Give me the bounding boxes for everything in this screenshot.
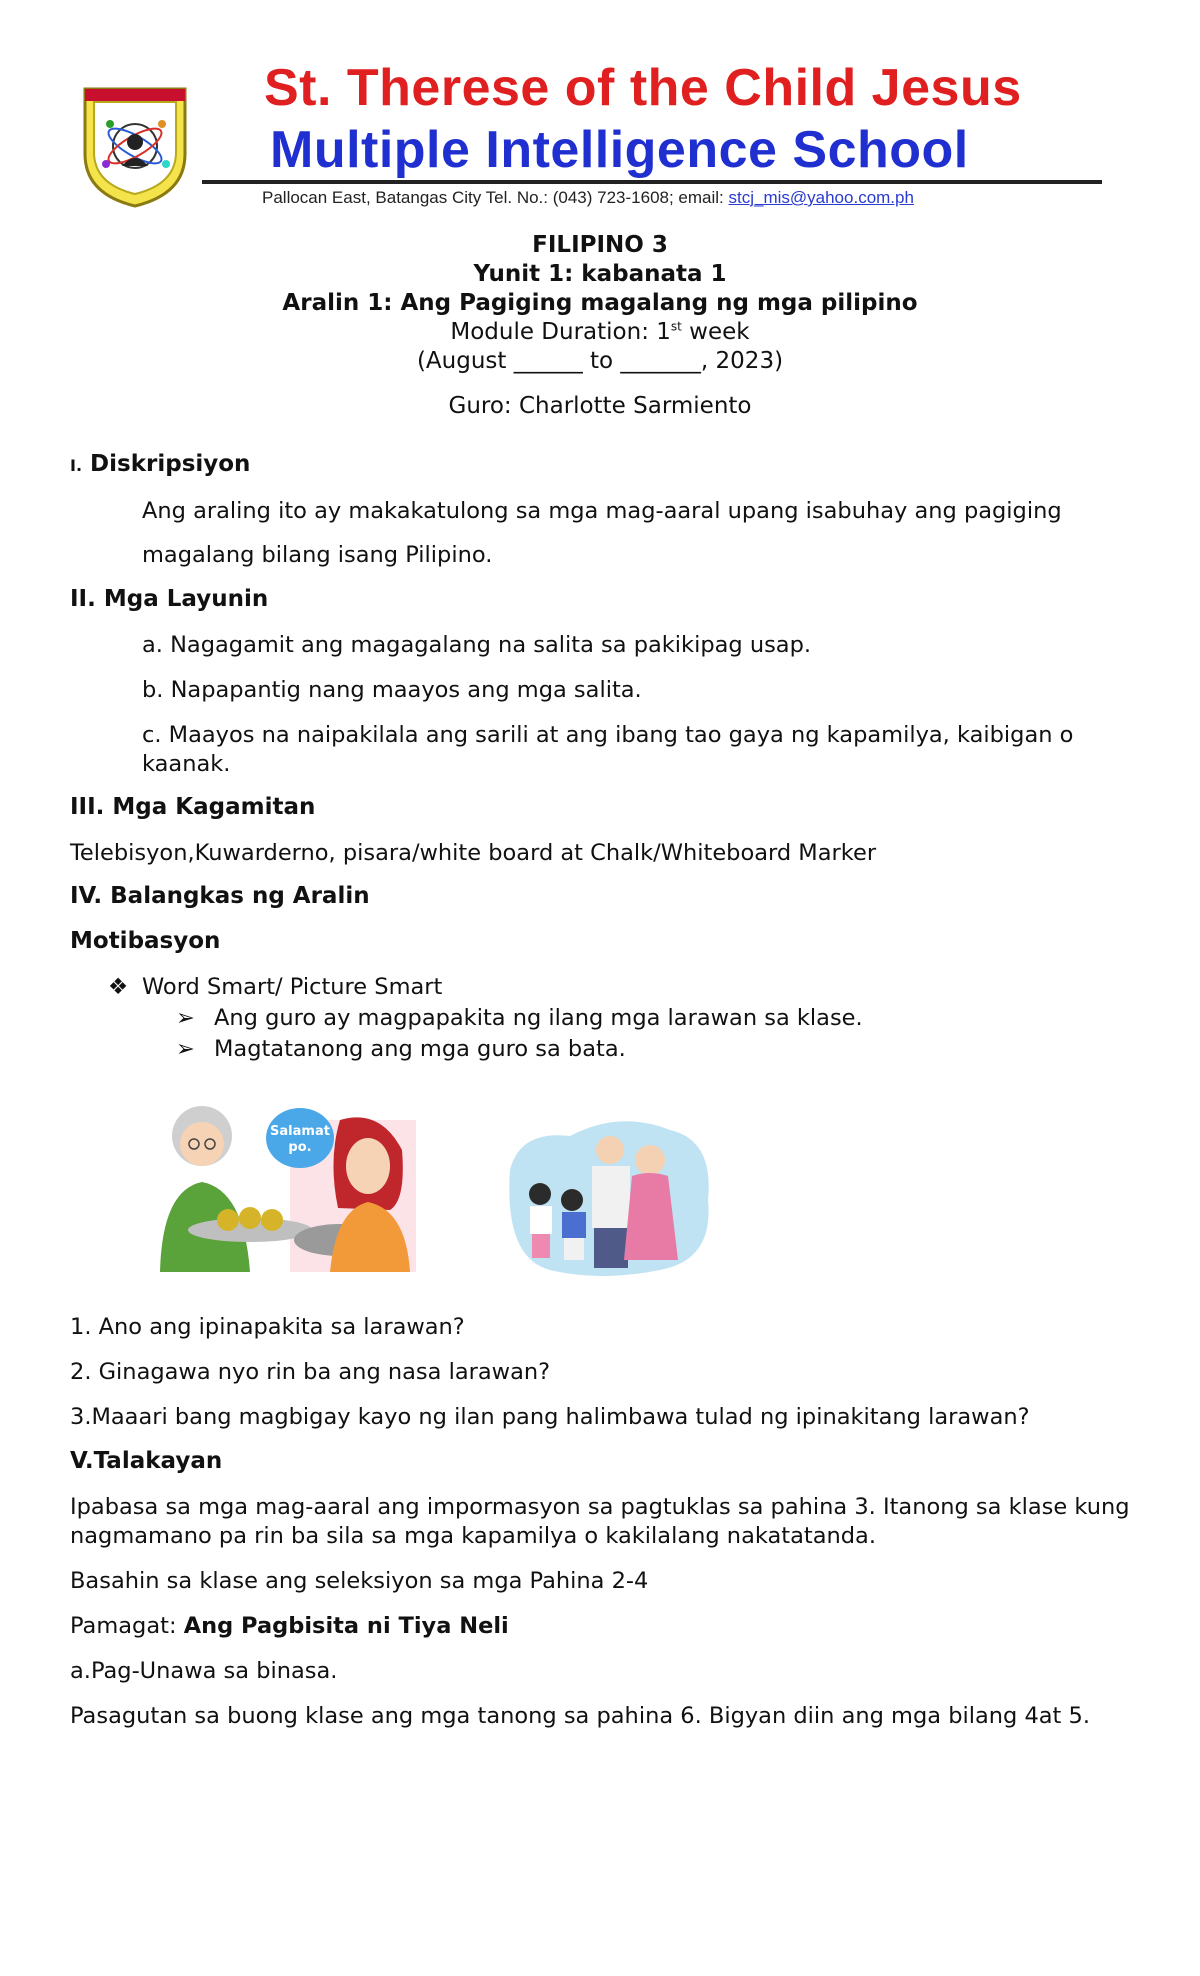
section-1-roman: I. <box>70 456 83 475</box>
school-logo <box>80 84 190 210</box>
arrow-bullet-icon: ➢ <box>176 1005 195 1031</box>
question-1: 1. Ano ang ipinapakita sa larawan? <box>70 1314 465 1340</box>
duration-prefix: Module Duration: 1 <box>450 319 671 345</box>
teacher-name: Guro: Charlotte Sarmiento <box>448 393 752 419</box>
section-3-heading: III. Mga Kagamitan <box>70 794 316 820</box>
school-name-line2: Multiple Intelligence School <box>270 121 969 179</box>
section-1-heading <box>70 451 250 477</box>
section-5-paragraph-1: Ipabasa sa mga mag-aaral ang impormasyon sa pagtuklas sa pahina 3. Itanong sa klase kung nagmamano pa rin ba sila sa mga kapamilya o kakilalang nakatatanda. <box>70 1494 1130 1549</box>
question-3: 3.Maaari bang magbigay kayo ng ilan pang halimbawa tulad ng ipinakitang larawan? <box>70 1404 1030 1430</box>
section-5-heading: V.Talakayan <box>70 1448 223 1474</box>
illustration-salamat-po <box>140 1090 416 1272</box>
speech-bubble-text: Salamat <box>270 1124 330 1139</box>
pamagat-line <box>70 1612 509 1641</box>
section-5-paragraph-2: Basahin sa klase ang seleksiyon sa mga Pahina 2-4 <box>70 1568 649 1594</box>
module-duration <box>0 319 1200 345</box>
section-1-text-line2: magalang bilang isang Pilipino. <box>142 542 493 568</box>
duration-suffix: week <box>681 319 750 345</box>
objective-c: c. Maayos na naipakilala ang sarili at ang ibang tao gaya ng kapamilya, kaibigan o kaanak. <box>142 722 1074 777</box>
pamagat-title: Ang Pagbisita ni Tiya Neli <box>183 1613 509 1639</box>
section-5-paragraph-4: Pasagutan sa buong klase ang mga tanong sa pahina 6. Bigyan diin ang mga bilang 4at 5. <box>70 1703 1091 1729</box>
objective-a: a. Nagagamit ang magagalang na salita sa pakikipag usap. <box>142 632 812 658</box>
school-address <box>262 188 914 208</box>
motibasyon-heading: Motibasyon <box>70 928 221 954</box>
lesson-title-text: Aralin 1: Ang Pagiging magalang ng mga pilipino <box>282 290 918 316</box>
bullet-sub-1: Ang guro ay magpapakita ng ilang mga larawan sa klase. <box>214 1005 863 1031</box>
question-2: 2. Ginagawa nyo rin ba ang nasa larawan? <box>70 1359 551 1385</box>
illustration-pagmamano <box>500 1110 718 1280</box>
section-5-paragraph-3: a.Pag-Unawa sa binasa. <box>70 1658 338 1684</box>
duration-sup: st <box>670 319 682 334</box>
section-2-heading: II. Mga Layunin <box>70 586 269 612</box>
module-dates: (August ______ to _______, 2023) <box>416 348 784 374</box>
email-link[interactable]: stcj_mis@yahoo.com.ph <box>728 188 914 207</box>
school-name-line1: St. Therese of the Child Jesus <box>264 59 1022 117</box>
bullet-diamond-icon: ❖ <box>108 974 129 1000</box>
subject-title: FILIPINO 3 <box>532 232 668 258</box>
header-divider <box>202 180 1102 184</box>
section-1-title: Diskripsiyon <box>82 451 251 477</box>
svg-text:po.: po. <box>288 1140 312 1155</box>
materials-text: Telebisyon,Kuwarderno, pisara/white board at Chalk/Whiteboard Marker <box>70 840 877 866</box>
address-text: Pallocan East, Batangas City Tel. No.: (043) 723-1608; email: <box>262 188 729 207</box>
objective-b: b. Napapantig nang maayos ang mga salita. <box>142 677 642 703</box>
lesson-title <box>0 290 1200 316</box>
bullet-sub-2: Magtatanong ang mga guro sa bata. <box>214 1036 626 1062</box>
section-4-heading: IV. Balangkas ng Aralin <box>70 883 370 909</box>
pamagat-label: Pamagat: <box>70 1613 184 1639</box>
unit-title: Yunit 1: kabanata 1 <box>473 261 727 287</box>
section-1-text-line1: Ang araling ito ay makakatulong sa mga mag-aaral upang isabuhay ang pagiging <box>142 498 1062 524</box>
arrow-bullet-icon: ➢ <box>176 1036 195 1062</box>
bullet-main: Word Smart/ Picture Smart <box>142 974 443 1000</box>
